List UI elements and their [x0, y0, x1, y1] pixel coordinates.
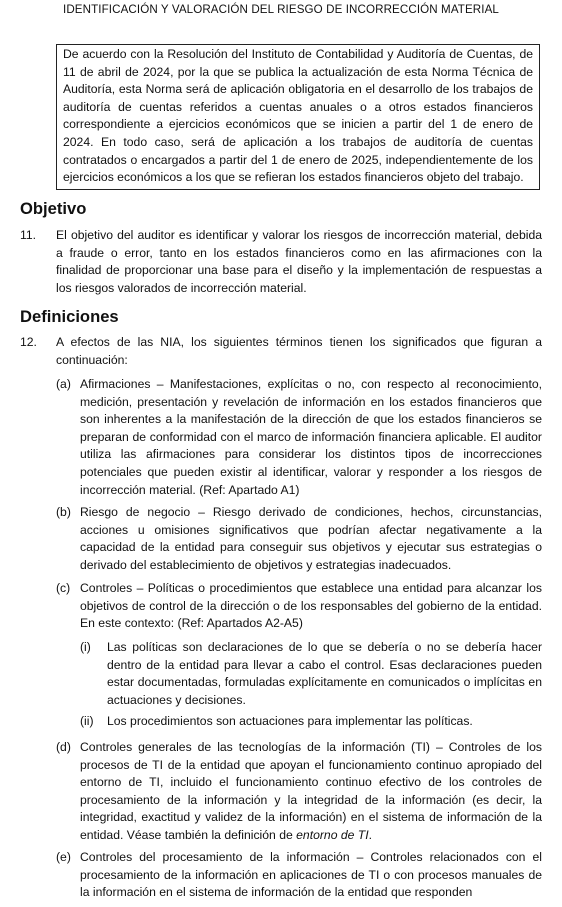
sub-item-label-i: (i) [80, 640, 91, 654]
section-heading-objetivo: Objetivo [20, 199, 87, 218]
definition-label-c: (c) [56, 581, 71, 595]
cross-reference-entorno-de-ti: entorno de TI [296, 827, 369, 842]
objetivo-paragraph: El objetivo del auditor es identificar y valorar los riesgos de incorrección material, debida a fraude o error, tanto en los estados financieros como en las afirmaciones con la finalidad de proporcionar una base para el diseño y la implementación de respuestas a los riesgos valorados de incorrección material. [56, 228, 542, 295]
sub-item-procedimientos: Los procedimientos son actuaciones para implementar las políticas. [107, 714, 473, 728]
definition-afirmaciones: Afirmaciones – Manifestaciones, explícitas o no, con respecto al reconocimiento, medición, presentación y revelación de información en los estados financieros que son inherentes a la manifestación de la dirección de que los estados financieros se preparan de conformidad con el marco de información financiera aplicable. El auditor utiliza las afirmaciones para considerar los distintos tipos de incorrecciones potenciales que pueden existir al identificar, valorar y responder a los riesgos de incorrección material. (Ref: Apartado A1) [80, 377, 542, 497]
definition-label-d: (d) [56, 740, 71, 754]
definition-label-b: (b) [56, 505, 71, 519]
definition-riesgo-de-negocio: Riesgo de negocio – Riesgo derivado de condiciones, hechos, circunstancias, acciones u omisiones significativos que podrían afectar negativamente a la capacidad de la entidad para conseguir sus objetivos y ejecutar sus estrategias o derivado del establecimiento de objetivos y estrategias inadecuados. [80, 505, 542, 572]
paragraph-number-11: 11. [20, 228, 37, 242]
paragraph-number-12: 12. [20, 335, 37, 349]
definition-controles-generales-ti-text: Controles generales de las tecnologías de la información (TI) – Controles de los procesos de TI de la entidad que apoyan el funcionamiento continuo apropiado del entorno de TI, incluido el funcionamiento continuo efectivo de los controles de procesamiento de la información y la integridad de la información (es decir, la integridad, exactitud y validez de la información) en el sistema de información de la entidad. Véase también la definición de [80, 740, 542, 842]
definition-controles: Controles – Políticas o procedimientos que establece una entidad para alcanzar los objetivos de control de la dirección o de los responsables del gobierno de la entidad. En este contexto: (Ref: Apartados A2-A5) [80, 581, 542, 631]
running-header: IDENTIFICACIÓN Y VALORACIÓN DEL RIESGO DE INCORRECCIÓN MATERIAL [63, 3, 499, 16]
definition-controles-generales-ti-tail: . [368, 827, 373, 842]
notice-text: De acuerdo con la Resolución del Instituto de Contabilidad y Auditoría de Cuentas, de 11 de abril de 2024, por la que se publica la actualización de esta Norma Técnica de Auditoría, esta Norma será de aplicación obligatoria en el desarrollo de los trabajos de auditoría de cuentas referidos a cuentas anuales o a otros estados financieros correspondiente a ejercicios económicos que se inicien a partir del 1 de enero de 2024. En todo caso, será de aplicación a los trabajos de auditoría de cuentas contratados o encargados a partir del 1 de enero de 2025, independientemente de los ejercicios económicos a los que se refieran los estados financieros objeto del trabajo. [63, 47, 533, 185]
definition-controles-generales-ti [80, 739, 542, 845]
effective-date-notice-box [56, 44, 540, 190]
definiciones-intro: A efectos de las NIA, los siguientes términos tienen los significados que figuran a continuación: [56, 335, 542, 367]
definition-label-a: (a) [56, 377, 71, 391]
sub-item-politicas: Las políticas son declaraciones de lo que se debería o no se debería hacer dentro de la entidad para llevar a cabo el control. Esas declaraciones pueden estar documentadas, formuladas explícitamente en comunicados o implícitas en actuaciones y decisiones. [107, 640, 542, 707]
definition-label-e: (e) [56, 850, 71, 864]
section-heading-definiciones: Definiciones [20, 307, 119, 326]
definition-controles-procesamiento: Controles del procesamiento de la información – Controles relacionados con el procesamiento de la información en aplicaciones de TI o con procesos manuales de la información en el sistema de información de la entidad que responden [80, 850, 542, 900]
sub-item-label-ii: (ii) [80, 714, 94, 728]
